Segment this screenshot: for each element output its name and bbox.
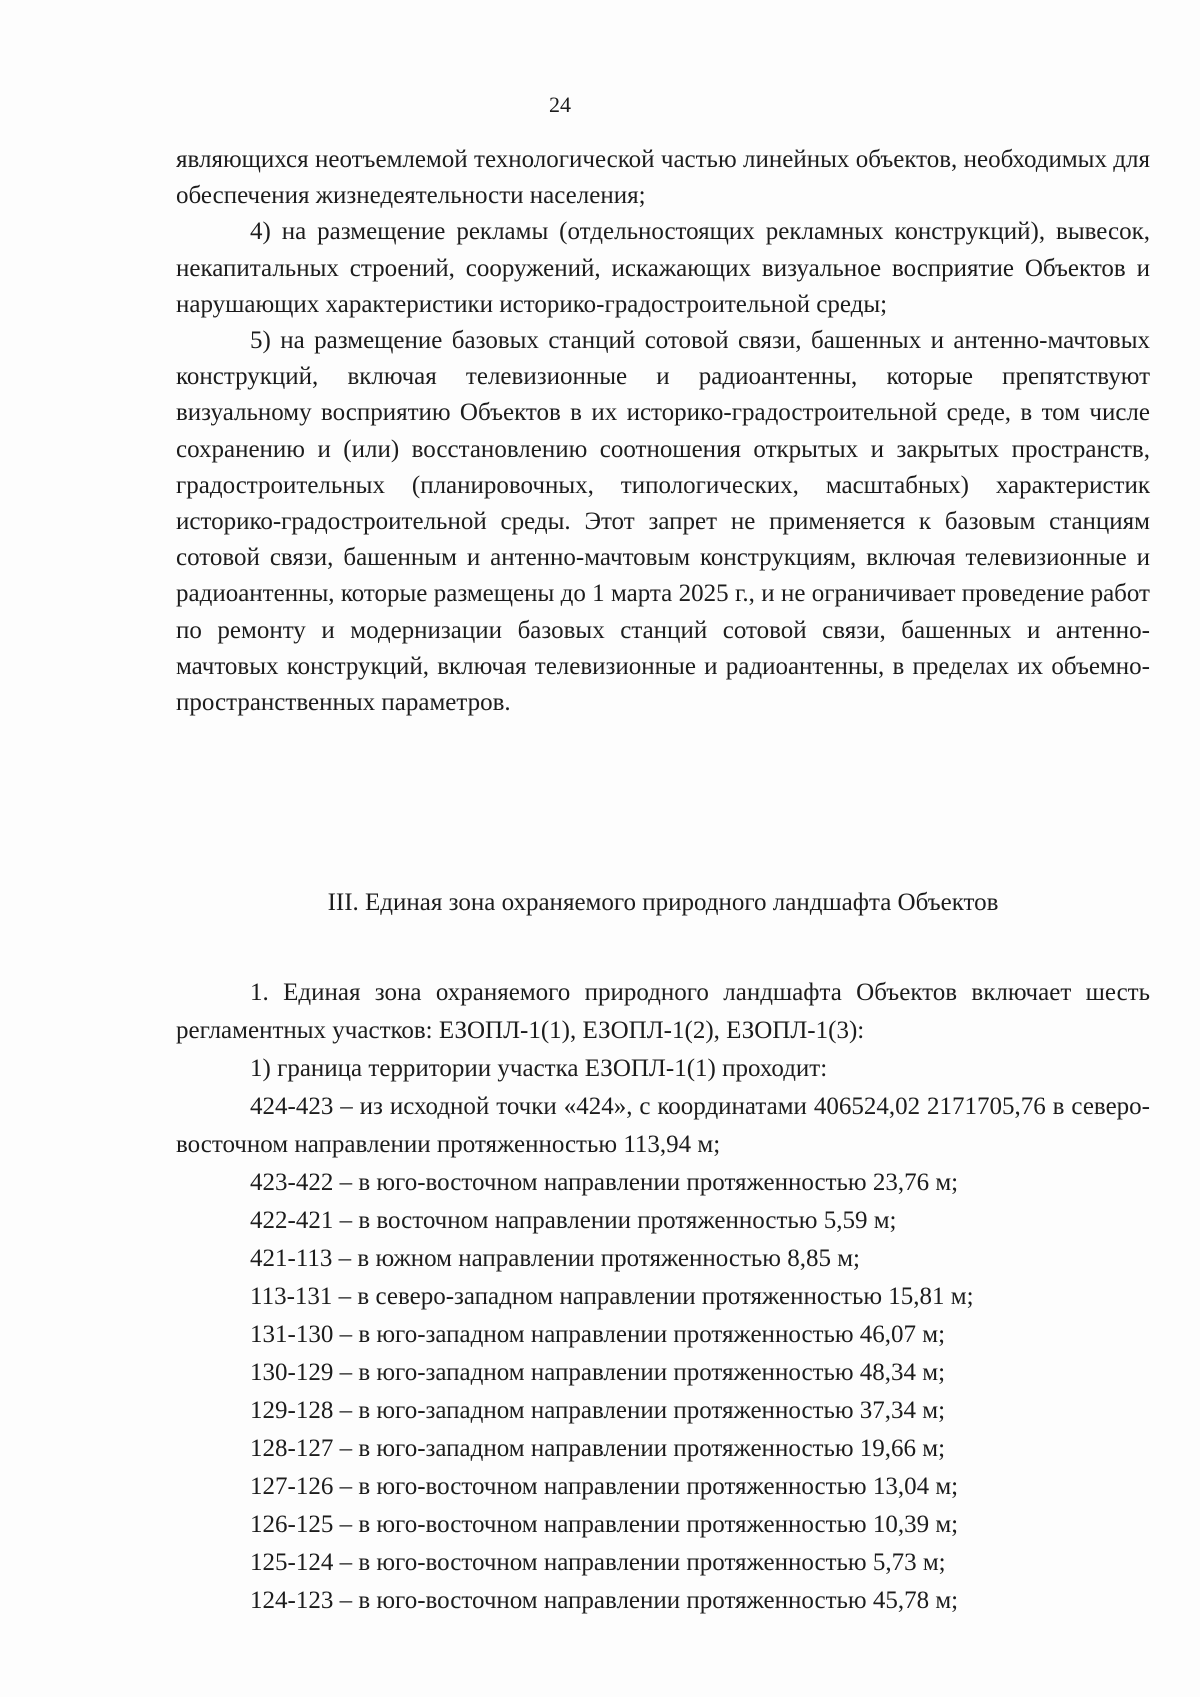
list-item: 129-128 – в юго-западном направлении протяженностью 37,34 м;	[250, 1397, 946, 1424]
document-body	[176, 142, 1150, 1614]
list-item: 128-127 – в юго-западном направлении протяженностью 19,66 м;	[250, 1435, 946, 1462]
section-heading: III. Единая зона охраняемого природного ландшафта Объектов	[327, 889, 999, 916]
restrictions-list-continuation	[176, 142, 1150, 721]
list-item: 124-123 – в юго-восточном направлении протяженностью 45,78 м;	[250, 1587, 959, 1614]
page-number: 24	[549, 92, 571, 117]
list-item: 421-113 – в южном направлении протяженностью 8,85 м;	[250, 1245, 860, 1272]
section-intro: 1. Единая зона охраняемого природного ландшафта Объектов включает шесть регламентных участков: ЕЗОПЛ-1(1), ЕЗОПЛ-1(2), ЕЗОПЛ-1(3):	[176, 979, 1150, 1044]
list-item: 130-129 – в юго-западном направлении протяженностью 48,34 м;	[250, 1359, 946, 1386]
boundary-segments-list	[176, 1164, 1150, 1620]
segment-first: 424-423 – из исходной точки «424», с координатами 406524,02 2171705,76 в северо-восточном направлении протяженностью 113,94 м;	[176, 1093, 1150, 1158]
list-item: 131-130 – в юго-западном направлении протяженностью 46,07 м;	[250, 1321, 946, 1348]
boundary-title: 1) граница территории участка ЕЗОПЛ-1(1) проходит:	[250, 1055, 828, 1082]
paragraph-item-4: 4) на размещение рекламы (отдельностоящих рекламных конструкций), вывесок, некапитальных строений, сооружений, искажающих визуальное восприятие Объектов и нарушающих характеристики историко-градостроительной среды;	[176, 218, 1150, 318]
list-item: 125-124 – в юго-восточном направлении протяженностью 5,73 м;	[250, 1549, 946, 1576]
list-item: 127-126 – в юго-восточном направлении протяженностью 13,04 м;	[250, 1473, 959, 1500]
list-item: 113-131 – в северо-западном направлении протяженностью 15,81 м;	[250, 1283, 974, 1310]
section-body	[176, 974, 1150, 1620]
paragraph-item-5: 5) на размещение базовых станций сотовой связи, башенных и антенно-мачтовых конструкций, включая телевизионные и радиоантенны, которые препятствуют визуальному восприятию Объектов в их историко-градостроительной среде, в том числе сохранению и (или) восстановлению соотношения открытых и закрытых пространств, градостроительных (планировочных, типологических, масштабных) характеристик историко-градостроительной среды. Этот запрет не применяется к базовым станциям сотовой связи, башенным и антенно-мачтовым конструкциям, включая телевизионные и радиоантенны, которые размещены до 1 марта 2025 г., и не ограничивает проведение работ по ремонту и модернизации базовых станций сотовой связи, башенных и антенно-мачтовых конструкций, включая телевизионные и радиоантенны, в пределах их объемно-пространственных параметров.	[176, 327, 1150, 717]
paragraph-continuation: являющихся неотъемлемой технологической частью линейных объектов, необходимых для обеспечения жизнедеятельности населения;	[176, 146, 1150, 210]
list-item: 423-422 – в юго-восточном направлении протяженностью 23,76 м;	[250, 1169, 959, 1196]
list-item: 422-421 – в восточном направлении протяженностью 5,59 м;	[250, 1207, 897, 1234]
list-item: 126-125 – в юго-восточном направлении протяженностью 10,39 м;	[250, 1511, 959, 1538]
